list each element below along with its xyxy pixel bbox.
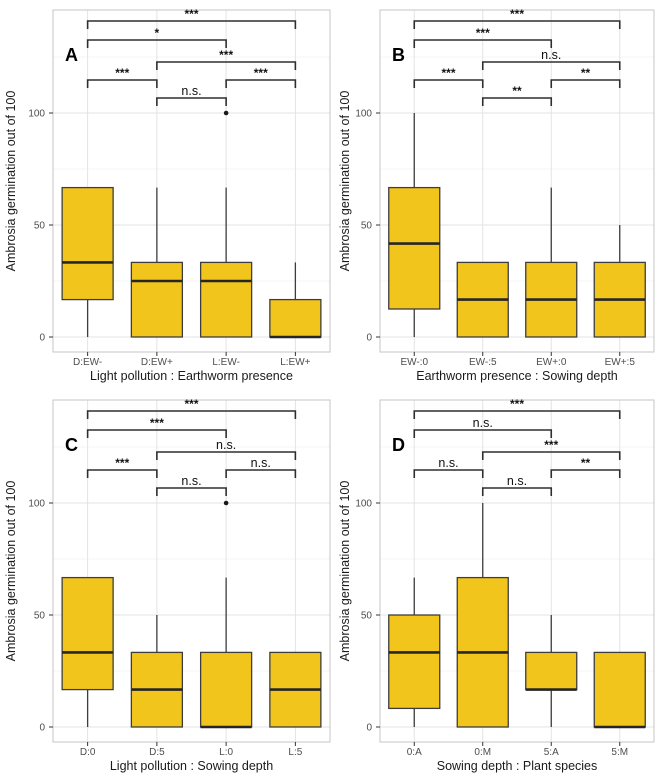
panel-letter-A: A [65, 45, 78, 65]
y-axis-title: Ambrosia germination out of 100 [4, 480, 18, 662]
x-tick-label: 0:A [406, 747, 422, 758]
y-tick-label: 0 [39, 722, 45, 734]
x-tick-label: EW-:5 [468, 357, 497, 368]
box-d-ew- [62, 188, 113, 300]
box-l-ew- [201, 262, 252, 337]
panel-B [338, 7, 654, 383]
sig-label-1: * [154, 26, 160, 40]
y-tick-label: 100 [355, 108, 372, 120]
panel-D [338, 397, 654, 773]
sig-label-2: *** [544, 438, 559, 452]
x-tick-label: L:EW- [212, 357, 240, 368]
x-tick-label: 5:M [611, 747, 629, 758]
panel-C [4, 397, 330, 773]
sig-label-1: n.s. [472, 416, 493, 430]
box-0-a [389, 615, 440, 708]
sig-label-5: n.s. [181, 84, 202, 98]
sig-label-1: *** [475, 26, 490, 40]
x-tick-label: EW+:5 [604, 357, 635, 368]
box-ew-0 [389, 188, 440, 309]
y-tick-label: 50 [360, 610, 372, 622]
y-axis-title: Ambrosia germination out of 100 [338, 90, 352, 272]
sig-label-5: ** [512, 84, 522, 98]
x-tick-label: EW+:0 [536, 357, 567, 368]
y-axis-title: Ambrosia germination out of 100 [338, 480, 352, 662]
x-tick-label: D:0 [79, 747, 96, 758]
y-axis-title: Ambrosia germination out of 100 [4, 90, 18, 272]
y-tick-label: 0 [366, 332, 372, 344]
sig-label-3: *** [115, 456, 130, 470]
x-tick-label: D:EW+ [140, 357, 173, 368]
box-d-ew- [131, 262, 182, 337]
sig-label-3: *** [115, 66, 130, 80]
x-tick-label: D:EW- [72, 357, 103, 368]
y-tick-label: 50 [33, 220, 45, 232]
x-axis-title: Light pollution : Sowing depth [109, 759, 274, 773]
box-l-ew- [270, 300, 321, 337]
x-axis-title: Sowing depth : Plant species [436, 759, 598, 773]
sig-label-0: *** [509, 397, 525, 411]
box-5-m [594, 652, 645, 727]
box-l-0 [201, 652, 252, 727]
outlier-point [224, 501, 229, 506]
panel-letter-C: C [65, 435, 78, 455]
y-tick-label: 100 [28, 108, 45, 120]
y-tick-label: 0 [366, 722, 372, 734]
sig-label-4: ** [580, 66, 591, 80]
sig-label-0: *** [509, 7, 525, 21]
x-tick-label: 5:A [543, 747, 559, 758]
x-tick-label: L:EW+ [280, 357, 311, 368]
sig-label-2: *** [219, 48, 234, 62]
sig-label-3: *** [441, 66, 456, 80]
sig-label-4: n.s. [250, 456, 271, 470]
sig-label-5: n.s. [181, 474, 202, 488]
panel-A [4, 7, 330, 383]
sig-label-4: ** [580, 456, 591, 470]
y-tick-label: 50 [360, 220, 372, 232]
x-tick-label: L:0 [219, 747, 234, 758]
x-axis-title: Light pollution : Earthworm presence [90, 369, 293, 383]
sig-label-3: n.s. [438, 456, 459, 470]
outlier-point [224, 111, 229, 116]
sig-label-2: n.s. [216, 438, 237, 452]
y-tick-label: 50 [33, 610, 45, 622]
y-tick-label: 100 [28, 498, 45, 510]
y-tick-label: 100 [355, 498, 372, 510]
x-tick-label: EW-:0 [400, 357, 429, 368]
sig-label-2: n.s. [541, 48, 562, 62]
x-tick-label: D:5 [149, 747, 165, 758]
panel-letter-D: D [392, 435, 405, 455]
box-d-0 [62, 578, 113, 690]
y-tick-label: 0 [39, 332, 45, 344]
sig-label-1: *** [149, 416, 164, 430]
x-tick-label: 0:M [474, 747, 492, 758]
box-5-a [526, 652, 577, 689]
x-axis-title: Earthworm presence : Sowing depth [416, 369, 618, 383]
x-tick-label: L:5 [288, 747, 303, 758]
sig-label-5: n.s. [506, 474, 528, 488]
sig-label-4: *** [253, 66, 268, 80]
sig-label-0: *** [184, 397, 199, 411]
sig-label-0: *** [184, 7, 199, 21]
panel-letter-B: B [392, 45, 405, 65]
